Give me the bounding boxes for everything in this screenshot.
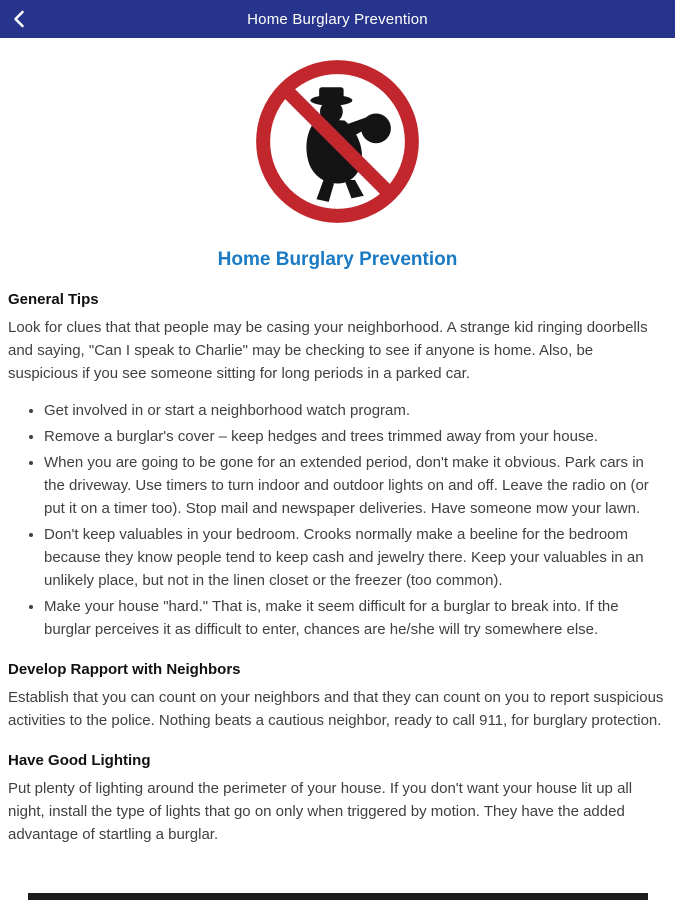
- no-burglar-icon: [8, 54, 667, 229]
- no-burglar-svg: [250, 54, 425, 229]
- top-bar-title: Home Burglary Prevention: [247, 10, 428, 28]
- paragraph-develop-rapport: Establish that you can count on your neighbors and that they can count on you to report suspicious activities to the police. Nothing beats a cautious neighbor, ready to call 911, for burglary protection.: [8, 689, 664, 729]
- list-item: • When you are going to be gone for an extended period, don't make it obvious. Park cars in the driveway. Use timers to turn indoor and outdoor lights on and off. Leave the radio on (or put it on a timer too). Stop mail and newspaper deliveries. Have someone mow your lawn.: [44, 451, 667, 520]
- section-heading-general-tips: General Tips: [8, 291, 99, 308]
- section-heading-good-lighting: Have Good Lighting: [8, 752, 151, 769]
- list-item: • Remove a burglar's cover – keep hedges and trees trimmed away from your house.: [44, 425, 667, 448]
- top-bar: [0, 0, 675, 38]
- content-scroll[interactable]: [0, 38, 675, 893]
- paragraph-general-tips: Look for clues that that people may be casing your neighborhood. A strange kid ringing doorbells and saying, "Can I speak to Charlie" may be checking to see if anyone is home. Also, be suspicious if you see someone sitting for long periods in a parked car.: [8, 319, 648, 382]
- tips-list: [8, 399, 667, 641]
- paragraph-good-lighting: Put plenty of lighting around the perimeter of your house. If you don't want your house lit up all night, install the type of lights that go on only when triggered by motion. They have the added advantage of startling a burglar.: [8, 780, 633, 843]
- back-button[interactable]: [0, 0, 40, 38]
- list-item: • Make your house "hard." That is, make it seem difficult for a burglar to break into. If the burglar perceives it as difficult to enter, chances are he/she will try somewhere else.: [44, 595, 667, 641]
- back-chevron-icon: [10, 9, 30, 29]
- list-item: • Get involved in or start a neighborhood watch program.: [44, 399, 667, 422]
- page-title: Home Burglary Prevention: [217, 249, 458, 270]
- list-item: • Don't keep valuables in your bedroom. Crooks normally make a beeline for the bedroom because they know people tend to keep cash and jewelry there. Keep your valuables in an unlikely place, but not in the linen closet or the freezer (too common).: [44, 523, 667, 592]
- section-heading-develop-rapport: Develop Rapport with Neighbors: [8, 661, 241, 678]
- bottom-banner: [28, 893, 648, 900]
